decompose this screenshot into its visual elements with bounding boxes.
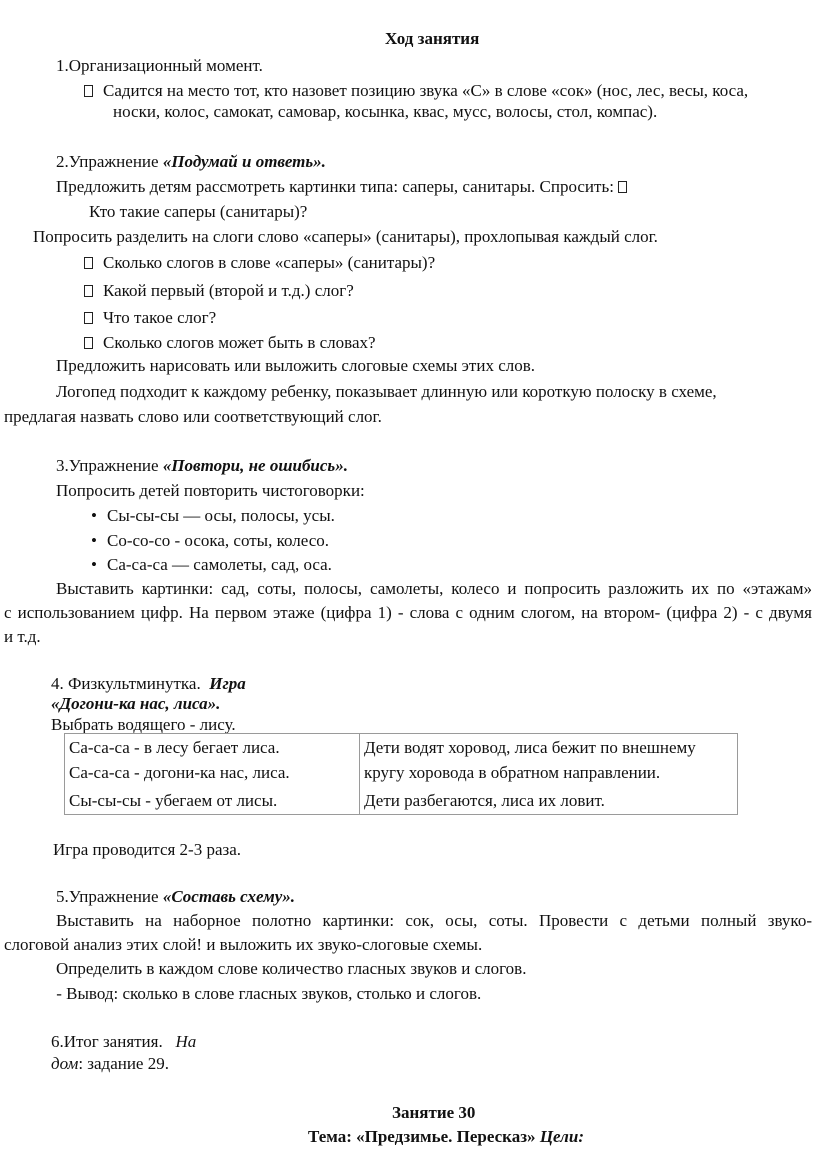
- section-3-title: [56, 457, 348, 474]
- lesson-theme: [308, 1128, 584, 1145]
- section-6-title-text: 6.Итог занятия.: [51, 1032, 176, 1051]
- action-line: Дети водят хоровод, лиса бежит по внешнему: [364, 738, 696, 757]
- section-1-bullet-cont: носки, колос, самокат, самовар, косынка, квас, мусс, волосы, стол, компас).: [113, 102, 658, 121]
- section-6-homework: [51, 1055, 169, 1072]
- question-item: [84, 309, 216, 326]
- section-5-exercise-name: «Составь схему».: [162, 887, 296, 906]
- square-bullet-icon: [84, 337, 93, 349]
- section-3-p2-cont: с использованием цифр. На первом этаже (цифра 1) - слова с одним слогом, на втором- (цифра 2) - с двумя: [4, 603, 812, 622]
- square-bullet-icon: [84, 312, 93, 324]
- section-4-p1: Выбрать водящего - лису.: [51, 715, 236, 734]
- section-5-title: [56, 888, 295, 905]
- section-6-title: [51, 1033, 196, 1050]
- tongue-twister-item: [91, 556, 332, 573]
- section-2-p4: Логопед подходит к каждому ребенку, показывает длинную или короткую полоску в схеме,: [56, 382, 717, 401]
- section-1-bullet: [84, 82, 748, 99]
- section-4-game-name: «Догони-ка нас, лиса».: [51, 694, 221, 713]
- section-3-p2: Выставить картинки: сад, соты, полосы, самолеты, колесо и попросить разложить их по «этажам»: [56, 579, 812, 598]
- square-bullet-icon: [84, 85, 93, 97]
- lesson-goals-label: Цели:: [539, 1127, 584, 1146]
- page-title: Ход занятия: [385, 29, 480, 48]
- section-2-p1-text: Предложить детям рассмотреть картинки типа: саперы, санитары. Спросить:: [56, 177, 614, 196]
- question-text: Сколько слогов в слове «саперы» (санитары)?: [103, 253, 436, 272]
- question-text: Какой первый (второй и т.д.) слог?: [103, 281, 354, 300]
- section-5-p1-cont: слоговой анализ этих слой! и выложить их звуко-слоговые схемы.: [4, 935, 483, 954]
- section-4-title: [51, 675, 246, 692]
- table-row: [65, 788, 738, 815]
- table-cell-verses: [65, 788, 360, 815]
- table-cell-actions: [360, 788, 738, 815]
- section-6-rest: : задание 29.: [78, 1054, 169, 1073]
- tongue-twister-item: [91, 532, 329, 549]
- section-2-p2: Попросить разделить на слоги слово «саперы» (санитары), прохлопывая каждый слог.: [33, 227, 658, 246]
- question-text: Сколько слогов может быть в словах?: [103, 333, 376, 352]
- lesson-theme-text: Тема: «Предзимье. Пересказ»: [308, 1127, 540, 1146]
- verse-line: Са-са-са - догони-ка нас, лиса.: [69, 763, 290, 782]
- tongue-twister-item: [91, 507, 335, 524]
- section-4-prefix: 4. Физкультминутка.: [51, 674, 210, 693]
- verse-line: Са-са-са - в лесу бегает лиса.: [69, 738, 280, 757]
- section-2-p1: [56, 178, 627, 195]
- section-6-dom: дом: [51, 1054, 79, 1073]
- section-5-p1: Выставить на наборное полотно картинки: сок, осы, соты. Провести с детьми полный звуко-: [56, 911, 812, 930]
- section-3-exercise-name: «Повтори, не ошибись».: [162, 456, 348, 475]
- section-2-p1b: Кто такие саперы (санитары)?: [89, 202, 308, 221]
- section-5-p3: - Вывод: сколько в слове гласных звуков, столько и слогов.: [52, 984, 482, 1003]
- question-item: [84, 254, 435, 271]
- action-line: Дети разбегаются, лиса их ловит.: [364, 791, 605, 810]
- question-item: [84, 334, 376, 351]
- section-3-p1: Попросить детей повторить чистоговорки:: [56, 481, 365, 500]
- square-bullet-icon: [618, 181, 627, 193]
- section-4-game-word: Игра: [209, 674, 246, 693]
- action-line: кругу хоровода в обратном направлении.: [364, 763, 661, 782]
- table-row: [65, 734, 738, 789]
- section-4-after: Игра проводится 2-3 раза.: [53, 840, 242, 859]
- section-2-title: [56, 153, 326, 170]
- question-item: [84, 282, 354, 299]
- section-2-p3: Предложить нарисовать или выложить слоговые схемы этих слов.: [56, 356, 535, 375]
- game-table: [64, 733, 738, 815]
- tongue-twister-text: Сы-сы-сы — осы, полосы, усы.: [107, 506, 335, 525]
- table-cell-verses: [65, 734, 360, 789]
- verse-line: Сы-сы-сы - убегаем от лисы.: [69, 791, 278, 810]
- section-3-p2-end: и т.д.: [4, 627, 41, 646]
- bullet-dot-icon: •: [91, 555, 97, 574]
- section-2-prefix: 2.Упражнение: [56, 152, 163, 171]
- bullet-dot-icon: •: [91, 531, 97, 550]
- bullet-dot-icon: •: [91, 506, 97, 525]
- tongue-twister-text: Са-са-са — самолеты, сад, оса.: [107, 555, 332, 574]
- table-cell-actions: [360, 734, 738, 789]
- section-6-na: На: [175, 1032, 197, 1051]
- square-bullet-icon: [84, 285, 93, 297]
- section-2-p4-cont: предлагая назвать слово или соответствующий слог.: [4, 407, 382, 426]
- section-5-prefix: 5.Упражнение: [56, 887, 163, 906]
- lesson-number: Занятие 30: [392, 1103, 476, 1122]
- section-5-p2: Определить в каждом слове количество гласных звуков и слогов.: [56, 959, 527, 978]
- tongue-twister-text: Со-со-со - осока, соты, колесо.: [107, 531, 330, 550]
- question-text: Что такое слог?: [103, 308, 217, 327]
- square-bullet-icon: [84, 257, 93, 269]
- section-1-title: 1.Организационный момент.: [56, 56, 263, 75]
- section-1-bullet-text: Садится на место тот, кто назовет позицию звука «С» в слове «сок» (нос, лес, весы, коса,: [103, 81, 749, 100]
- section-2-exercise-name: «Подумай и ответь».: [162, 152, 326, 171]
- section-3-prefix: 3.Упражнение: [56, 456, 163, 475]
